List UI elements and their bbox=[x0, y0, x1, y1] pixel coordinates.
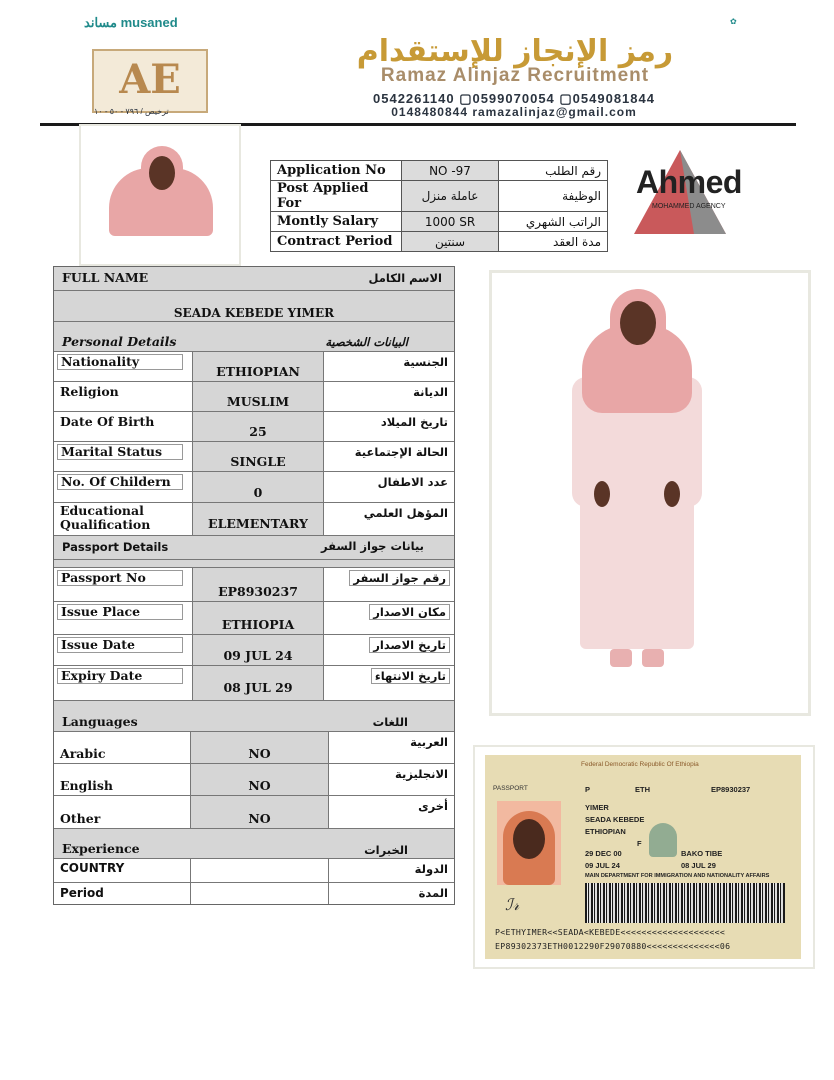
application-row: Montly Salary 1000 SR الراتب الشهري bbox=[271, 212, 608, 232]
passport-surname: YIMER bbox=[585, 803, 609, 812]
detail-row-issue-place: Issue Place ETHIOPIA مكان الاصدار bbox=[54, 602, 454, 635]
passport-code: ETH bbox=[635, 785, 650, 794]
portrait-photo bbox=[79, 124, 241, 266]
company-name-english: Ramaz Alinjaz Recruitment bbox=[380, 65, 650, 86]
detail-row-children: No. Of Childern 0 عدد الاطفال bbox=[54, 472, 454, 503]
application-table bbox=[270, 160, 608, 252]
company-name-arabic: رمز الإنجاز للإستقدام bbox=[356, 34, 674, 69]
detail-row-marital: Marital Status SINGLE الحالة الإجتماعية bbox=[54, 442, 454, 472]
company-phones: 0542261140 ▢0599070054 ▢0549081844 bbox=[373, 91, 655, 106]
passport-signature: ℐ𝓇 bbox=[505, 895, 520, 914]
detail-row-expiry-date: Expiry Date 08 JUL 29 تاريخ الانتهاء bbox=[54, 666, 454, 701]
agency-logo bbox=[634, 150, 758, 236]
passport-sex: F bbox=[637, 839, 642, 848]
ministry-logo: ✿ bbox=[730, 17, 737, 26]
passport-ghost-photo bbox=[649, 823, 677, 857]
passport-issue: 09 JUL 24 bbox=[585, 861, 620, 870]
application-row: Contract Period سنتين مدة العقد bbox=[271, 232, 608, 252]
full-body-photo bbox=[489, 270, 811, 716]
full-body-figure bbox=[572, 285, 702, 675]
full-name-header: FULL NAME الاسم الكامل bbox=[54, 267, 454, 291]
passport-mrz-line-2: EP89302373ETH0012290F29070880<<<<<<<<<<<<<<06 bbox=[495, 941, 731, 951]
passport-photo bbox=[497, 801, 561, 885]
passport-details-header: Passport Details بيانات جواز السفر bbox=[54, 536, 454, 560]
full-name-value: SEADA KEBEDE YIMER bbox=[173, 306, 335, 320]
detail-row-religion: Religion MUSLIM الديانة bbox=[54, 382, 454, 412]
passport-pob: BAKO TIBE bbox=[681, 849, 723, 858]
application-row: Post Applied For عاملة منزل الوظيفة bbox=[271, 181, 608, 212]
experience-row-period: Period المدة bbox=[54, 883, 454, 904]
passport-type-label: PASSPORT bbox=[493, 785, 528, 792]
passport-mrz-line-1: P<ETHYIMER<<SEADA<KEBEDE<<<<<<<<<<<<<<<<<<<< bbox=[495, 927, 726, 937]
passport-expiry: 08 JUL 29 bbox=[681, 861, 716, 870]
detail-row-issue-date: Issue Date 09 JUL 24 تاريخ الاصدار bbox=[54, 635, 454, 666]
passport-scan bbox=[473, 745, 815, 969]
detail-row-education: Educational Qualification ELEMENTARY المؤهل العلمي bbox=[54, 503, 454, 536]
agency-name: Ahmed bbox=[636, 164, 742, 200]
passport-type: P bbox=[585, 785, 591, 794]
portrait-figure bbox=[109, 144, 213, 236]
application-row: Application No NO -97 رقم الطلب bbox=[271, 161, 608, 181]
experience-row-country: COUNTRY الدولة bbox=[54, 859, 454, 883]
company-contact: 0148480844 ramazalinjaz@gmail.com bbox=[391, 105, 637, 119]
detail-row-passport-no: Passport No EP8930237 رقم جواز السفر bbox=[54, 568, 454, 602]
language-row-english: English NO الانجليزية bbox=[54, 764, 454, 796]
passport-authority: MAIN DEPARTMENT FOR IMMIGRATION AND NATIONALITY AFFAIRS bbox=[585, 873, 770, 879]
detail-row-dob: Date Of Birth 25 تاريخ الميلاد bbox=[54, 412, 454, 442]
musaned-logo: مساند musaned bbox=[84, 15, 178, 30]
passport-given-name: SEADA KEBEDE bbox=[585, 815, 645, 824]
passport-dob: 29 DEC 00 bbox=[585, 849, 622, 858]
header-banner bbox=[40, 9, 796, 126]
passport-number: EP8930237 bbox=[711, 785, 751, 794]
company-logo: AE bbox=[92, 49, 208, 113]
license-number: ترخيص / ٧٩٦ - ٥٠ - ١٠ bbox=[94, 107, 169, 116]
language-row-arabic: Arabic NO العربية bbox=[54, 732, 454, 764]
personal-details-header: Personal Details البيانات الشخصية bbox=[54, 322, 454, 352]
languages-header: Languages اللغات bbox=[54, 701, 454, 732]
language-row-other: Other NO أخرى bbox=[54, 796, 454, 829]
passport-barcode bbox=[585, 883, 785, 923]
full-name-value-row bbox=[54, 291, 454, 322]
agency-tagline: MOHAMMED AGENCY bbox=[652, 203, 726, 210]
detail-row-nationality: Nationality ETHIOPIAN الجنسية bbox=[54, 352, 454, 382]
details-table bbox=[53, 266, 455, 905]
experience-header: Experience الخبرات bbox=[54, 829, 454, 859]
passport-header: Federal Democratic Republic Of Ethiopia bbox=[581, 761, 699, 768]
passport-nationality: ETHIOPIAN bbox=[585, 827, 626, 836]
